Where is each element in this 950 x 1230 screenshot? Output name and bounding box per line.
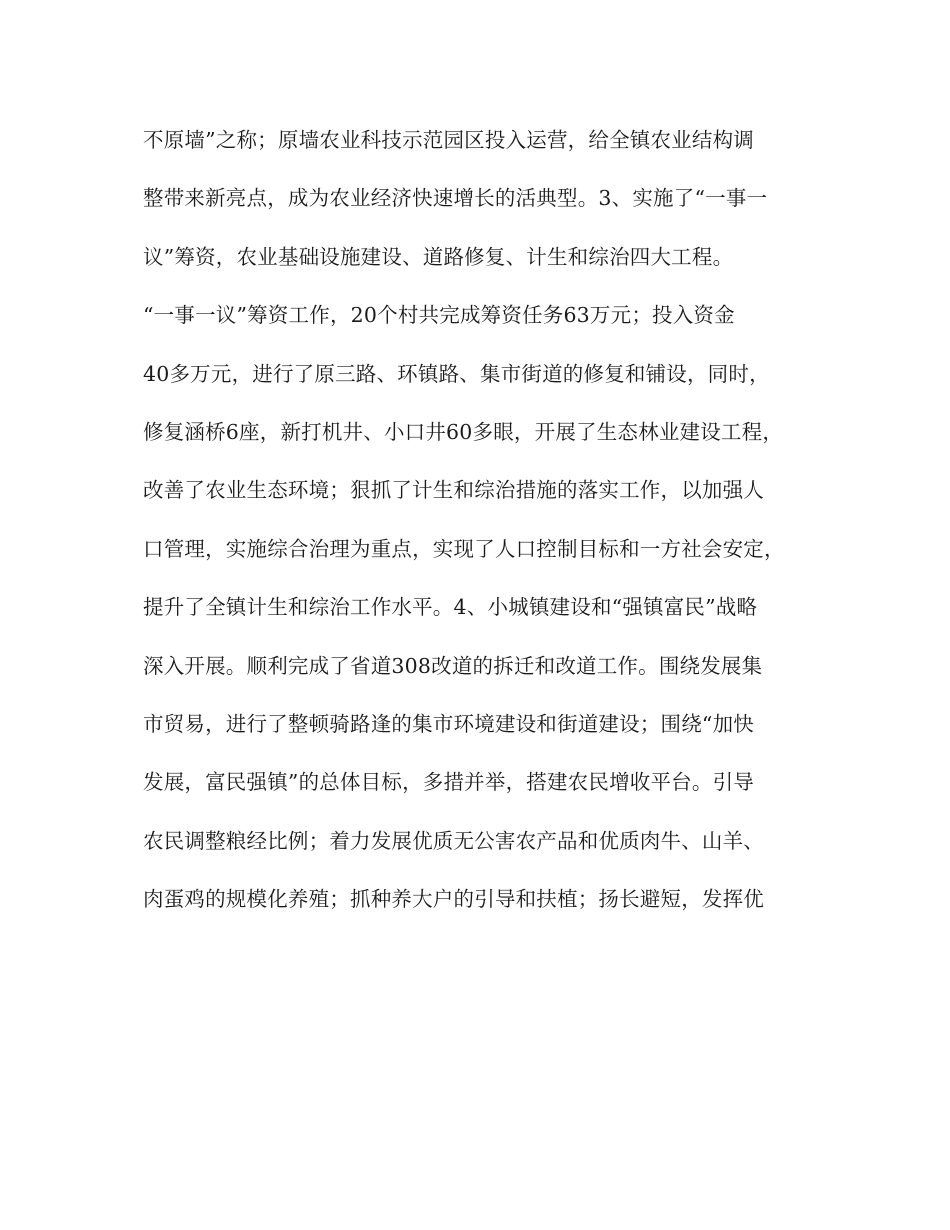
text-line: 改善了农业生态环境；狠抓了计生和综治措施的落实工作，以加强人	[143, 478, 764, 503]
text-line: 不原墙”之称；原墙农业科技示范园区投入运营，给全镇农业结构调	[143, 128, 754, 152]
body-text	[143, 118, 823, 935]
text-line: 市贸易，进行了整顿骑路逢的集市环境建设和街道建设；围绕“加快	[143, 711, 754, 736]
text-line: 40多万元，进行了原三路、环镇路、集市街道的修复和铺设，同时，	[143, 361, 770, 386]
text-line: 议”筹资，农业基础设施建设、道路修复、计生和综治四大工程。	[143, 244, 734, 269]
text-line: 发展，富民强镇”的总体目标，多措并举，搭建农民增收平台。引导	[143, 770, 754, 795]
text-line: 提升了全镇计生和综治工作水平。4、小城镇建设和“强镇富民”战略	[143, 595, 758, 620]
text-line: 深入开展。顺利完成了省道308改道的拆迁和改道工作。围绕发展集	[143, 653, 763, 678]
text-line: 肉蛋鸡的规模化养殖；抓种养大户的引导和扶植；扬长避短，发挥优	[143, 887, 764, 912]
text-line: 修复涵桥6座，新打机井、小口井60多眼，开展了生态林业建设工程，	[143, 419, 784, 444]
text-line: 农民调整粮经比例；着力发展优质无公害农产品和优质肉牛、山羊、	[143, 828, 764, 853]
text-line: “一事一议”筹资工作，20个村共完成筹资任务63万元；投入资金	[143, 303, 735, 328]
text-line: 整带来新亮点，成为农业经济快速增长的活典型。3、实施了“一事一	[143, 186, 768, 211]
text-line: 口管理，实施综合治理为重点，实现了人口控制目标和一方社会安定，	[143, 536, 785, 561]
